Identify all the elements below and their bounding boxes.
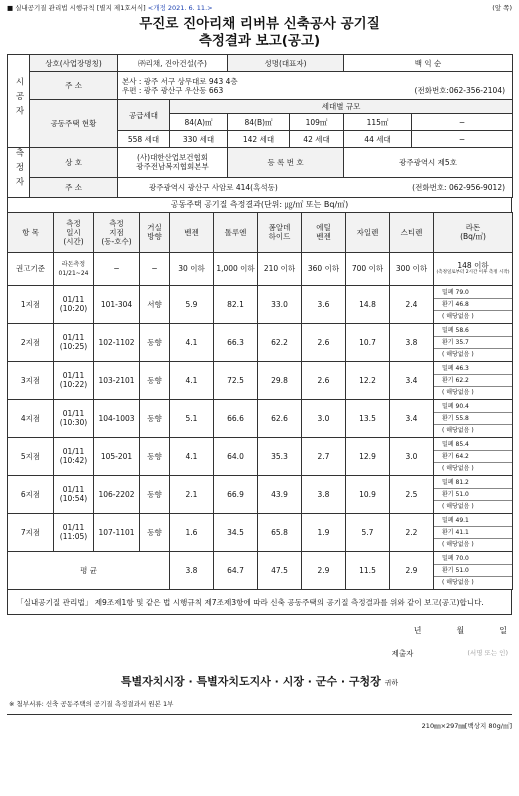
report-title: 무진로 진아리채 리버뷰 신축공사 공기질 [139,16,380,32]
header-spot: 측정 지점 (동-호수) [94,212,140,252]
row-datetime: 01/11 (11:05) [54,513,94,551]
row-value: 2.6 [302,361,346,399]
row-direction: 동향 [140,323,170,361]
units-cell: 330 세대 [170,131,228,148]
row-value: 3.0 [390,437,434,475]
row-value: 64.0 [214,437,258,475]
row-direction: 동향 [140,399,170,437]
row-datetime: 01/11 (10:20) [54,285,94,323]
unit-scale-label: 세대별 규모 [170,100,513,114]
report-form [7,2,512,730]
row-label: 5지점 [8,437,54,475]
row-value: 5.7 [346,513,390,551]
company-name-value: ㈜리채, 진아건설(주) [118,55,228,72]
row-value: 14.8 [346,285,390,323]
row-direction: 서향 [140,285,170,323]
row-value: 3.8 [390,323,434,361]
units-cell: 42 세대 [290,131,344,148]
measurer-section-label: 측정자 [8,148,30,198]
average-row: 평 균 3.8 64.7 47.5 2.9 11.5 2.9 밀폐 70.0 환기 51.0 ( 해당없음 ) [8,551,513,589]
row-value: 43.9 [258,475,302,513]
applicant-table [7,54,513,198]
measurer-name-label: 상 호 [30,148,118,178]
size-cell: 115㎡ [344,114,412,131]
contractor-section-label: 시공자 [8,55,30,148]
row-direction: 동향 [140,437,170,475]
results-table [7,212,513,590]
row-label: 6지점 [8,475,54,513]
row-direction: 동향 [140,475,170,513]
row-value: 4.1 [170,323,214,361]
row-value: 2.2 [390,513,434,551]
row-spot: 103-2101 [94,361,140,399]
form-reference: ■ 실내공기질 관리법 시행규칙 [별지 제1호서식] [7,3,148,12]
contractor-phone: (전화번호:062-356-2104) [414,85,506,95]
report-subtitle: 측정결과 보고(공고) [198,33,321,49]
address-post: 우편 : 광주 광산구 우산동 663 [122,85,224,95]
company-name-label: 상호(사업장명칭) [30,55,118,72]
table-row [8,475,513,513]
units-cell: − [412,131,513,148]
row-direction: 동향 [140,361,170,399]
size-cell: − [412,114,513,131]
row-value: 4.1 [170,361,214,399]
row-value: 66.6 [214,399,258,437]
measurer-phone: (전화번호: 062-956-9012) [412,182,506,192]
standard-row: 권고기준 라돈측정 01/21~24 − − 30 이하 1,000 이하 210 이하 360 이하 700 이하 300 이하 148 이하 (측정일로부터 2시간 이후 측정 시작) [8,252,513,285]
row-value: 62.6 [258,399,302,437]
table-row [8,323,513,361]
header-formaldehyde: 폼알데 하이드 [258,212,302,252]
row-value: 5.9 [170,285,214,323]
header-radon: 라돈 (Bq/㎥) [434,212,513,252]
row-value: 4.1 [170,437,214,475]
header-item: 항 목 [8,212,54,252]
row-datetime: 01/11 (10:25) [54,323,94,361]
row-value: 2.4 [390,285,434,323]
row-value: 13.5 [346,399,390,437]
row-spot: 106-2202 [94,475,140,513]
results-title: 공동주택 공기질 측정결과(단위: ㎍/㎥ 또는 Bq/㎥) [7,198,512,212]
header-toluene: 톨루엔 [214,212,258,252]
table-row [8,399,513,437]
form-header [7,2,512,12]
address-label: 주 소 [30,72,118,100]
row-direction: 동향 [140,513,170,551]
row-value: 5.1 [170,399,214,437]
table-row [8,361,513,399]
total-units: 558 세대 [118,131,170,148]
row-radon: 밀폐 46.3 환기 62.2 ( 해당없음 ) [434,361,513,399]
submitter-label: 제출자 [391,648,414,658]
size-cell: 109㎡ [290,114,344,131]
attachment-note: ※ 첨부서류: 신축 공동주택의 공기질 측정결과서 원본 1부 [7,699,512,715]
row-label: 4지점 [8,399,54,437]
row-value: 3.4 [390,361,434,399]
row-value: 66.9 [214,475,258,513]
table-row [8,437,513,475]
measurer-address-label: 주 소 [30,177,118,197]
header-benzene: 벤젠 [170,212,214,252]
row-radon: 밀폐 79.0 환기 46.8 ( 해당없음 ) [434,285,513,323]
row-value: 2.6 [302,323,346,361]
row-value: 66.3 [214,323,258,361]
row-label: 2지점 [8,323,54,361]
row-radon: 밀폐 58.6 환기 35.7 ( 해당없음 ) [434,323,513,361]
row-label: 7지점 [8,513,54,551]
signature-field: (서명 또는 인) [467,648,508,657]
units-cell: 44 세대 [344,131,412,148]
row-spot: 104-1003 [94,399,140,437]
row-value: 3.8 [302,475,346,513]
row-value: 3.4 [390,399,434,437]
row-value: 2.5 [390,475,434,513]
size-cell: 84(A)㎡ [170,114,228,131]
measurer-name-value: (사)대한산업보건협회 광주전남복지협회본부 [118,148,228,178]
header-ethylbenzene: 에틸 벤젠 [302,212,346,252]
revision-date: <개정 2021. 6. 11.> [147,3,213,12]
row-value: 12.9 [346,437,390,475]
registration-value: 광주광역시 제5호 [344,148,513,178]
row-label: 3지점 [8,361,54,399]
size-cell: 84(B)㎡ [228,114,290,131]
row-value: 12.2 [346,361,390,399]
row-value: 1.6 [170,513,214,551]
row-datetime: 01/11 (10:42) [54,437,94,475]
row-value: 2.1 [170,475,214,513]
header-date: 측정 일시 (시간) [54,212,94,252]
row-value: 3.0 [302,399,346,437]
row-radon: 밀폐 49.1 환기 41.1 ( 해당없음 ) [434,513,513,551]
row-value: 1.9 [302,513,346,551]
row-spot: 102-1102 [94,323,140,361]
measurer-address-value: 광주광역시 광산구 사암로 414(흑석동) (전화번호: 062-956-9012) [118,177,513,197]
row-value: 10.7 [346,323,390,361]
header-styrene: 스티렌 [390,212,434,252]
row-datetime: 01/11 (10:22) [54,361,94,399]
address-value [118,72,513,100]
representative-value: 백 익 순 [344,55,513,72]
row-value: 65.8 [258,513,302,551]
row-value: 72.5 [214,361,258,399]
table-row [8,285,513,323]
paper-spec: 210㎜×297㎜[백상지 80g/㎡] [421,721,512,730]
submitter-line [7,648,512,659]
row-label: 1지점 [8,285,54,323]
row-radon: 밀폐 81.2 환기 51.0 ( 해당없음 ) [434,475,513,513]
header-xylene: 자일렌 [346,212,390,252]
registration-label: 등 록 번 호 [228,148,344,178]
row-spot: 101-304 [94,285,140,323]
row-value: 82.1 [214,285,258,323]
row-radon: 밀폐 85.4 환기 64.2 ( 해당없음 ) [434,437,513,475]
supply-units-label: 공급세대 [118,100,170,131]
row-datetime: 01/11 (10:54) [54,475,94,513]
row-value: 34.5 [214,513,258,551]
table-row [8,513,513,551]
row-value: 33.0 [258,285,302,323]
row-value: 62.2 [258,323,302,361]
header-direction: 거실 방향 [140,212,170,252]
row-spot: 107-1101 [94,513,140,551]
row-datetime: 01/11 (10:30) [54,399,94,437]
page-side-label: (앞 쪽) [492,3,512,12]
units-cell: 142 세대 [228,131,290,148]
row-value: 35.3 [258,437,302,475]
address-hq: 본사 : 광주 서구 상무대로 943 4층 [122,76,238,86]
row-radon: 밀폐 90.4 환기 55.8 ( 해당없음 ) [434,399,513,437]
date-fields: 년 월 일 [413,625,508,635]
row-value: 29.8 [258,361,302,399]
row-value: 3.6 [302,285,346,323]
representative-label: 성명(대표자) [228,55,344,72]
destination: 특별자치시장 · 특별자치도지사 · 시장 · 군수 · 구청장 귀하 [120,674,399,688]
row-spot: 105-201 [94,437,140,475]
housing-status-label: 공동주택 현황 [30,100,118,148]
statement: 「실내공기질 관리법」 제9조제1항 및 같은 법 시행규칙 제7조제3항에 따라 신축 공동주택의 공기질 측정결과를 위와 같이 보고(공고)합니다. [7,590,512,615]
row-value: 2.7 [302,437,346,475]
row-value: 10.9 [346,475,390,513]
